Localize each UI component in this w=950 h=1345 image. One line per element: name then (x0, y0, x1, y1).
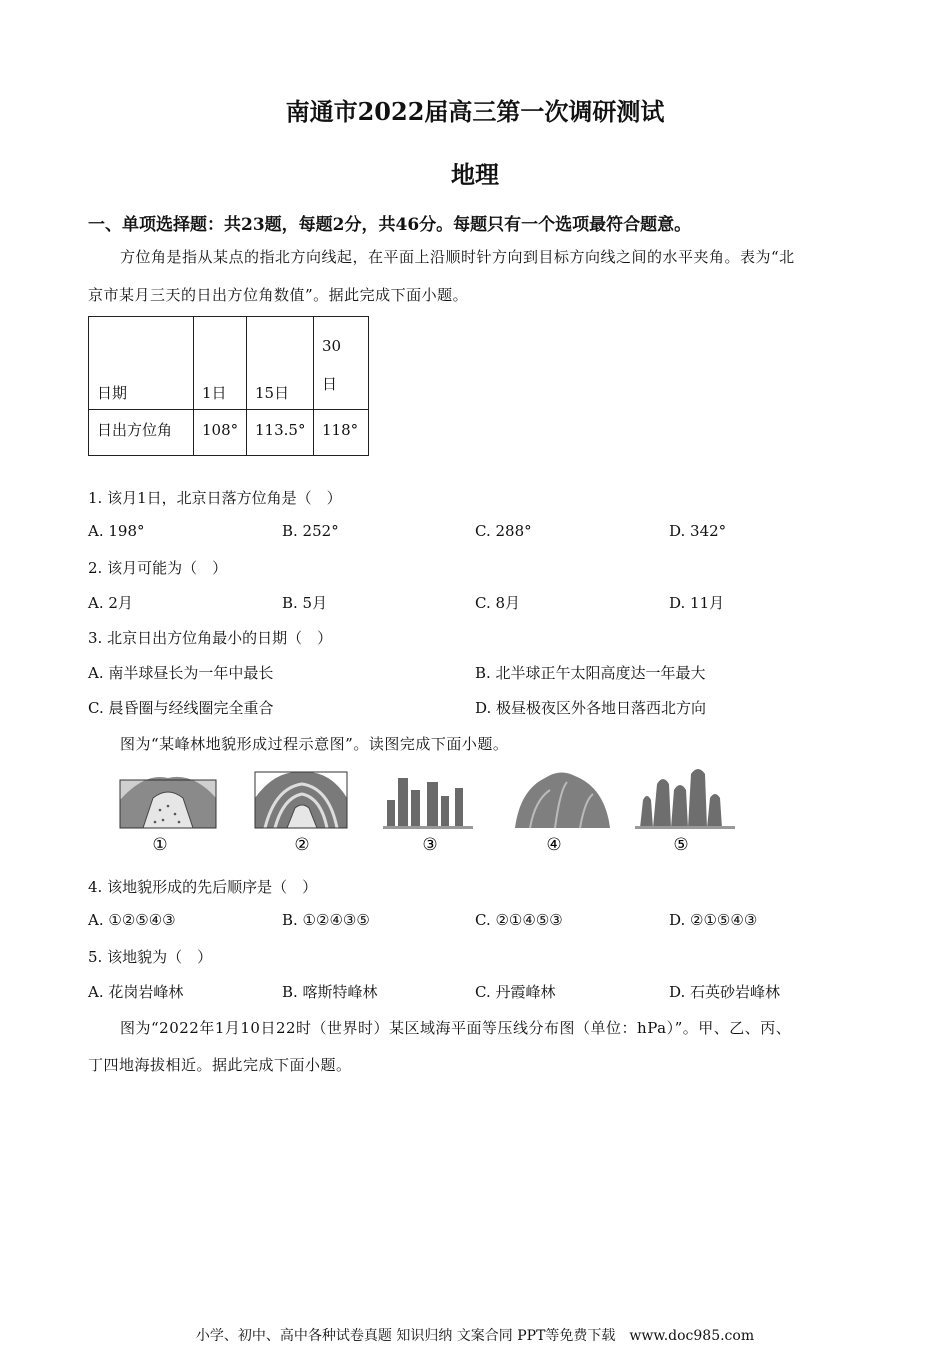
q4-option-b[interactable]: B. ①②④③⑤ (282, 911, 370, 929)
q4-option-d[interactable]: D. ②①⑤④③ (669, 911, 758, 929)
figure-panel-5 (635, 769, 735, 829)
table-cell: 118° (314, 410, 369, 456)
figure-panel-2 (255, 772, 347, 828)
q5-option-b[interactable]: B. 喀斯特峰林 (282, 983, 378, 1001)
table-cell: 108° (194, 410, 247, 456)
q5-option-a[interactable]: A. 花岗岩峰林 (88, 983, 184, 1001)
q1-option-b[interactable]: B. 252° (282, 522, 339, 540)
q1-option-d[interactable]: D. 342° (669, 522, 727, 540)
q2-option-c[interactable]: C. 8月 (475, 594, 521, 612)
q3-option-c[interactable]: C. 晨昏圈与经线圈完全重合 (88, 699, 274, 717)
intro3-line1: 图为“2022年1月10日22时（世界时）某区域海平面等压线分布图（单位：hPa）”。甲、乙、丙、 (120, 1019, 792, 1037)
figure-panel-1 (120, 777, 216, 828)
intro1-line1: 方位角是指从某点的指北方向线起，在平面上沿顺时针方向到目标方向线之间的水平夹角。表为“北 (120, 248, 795, 266)
sunrise-azimuth-table (88, 316, 369, 456)
q2-option-a[interactable]: A. 2月 (88, 594, 133, 612)
question-2: 2. 该月可能为（ ） (88, 559, 228, 577)
table-header-day1: 1日 (194, 317, 247, 410)
q2-option-d[interactable]: D. 11月 (669, 594, 725, 612)
q4-option-c[interactable]: C. ②①④⑤③ (475, 911, 563, 929)
table-header-date: 日期 (89, 317, 194, 410)
table-row-label: 日出方位角 (89, 410, 194, 456)
intro2: 图为“某峰林地貌形成过程示意图”。读图完成下面小题。 (120, 735, 509, 753)
question-1: 1. 该月1日，北京日落方位角是（ ） (88, 489, 342, 507)
q4-option-a[interactable]: A. ①②⑤④③ (88, 911, 176, 929)
q3-option-b[interactable]: B. 北半球正午太阳高度达一年最大 (475, 664, 706, 682)
table-header-day30 (314, 317, 369, 410)
intro1-line2: 京市某月三天的日出方位角数值”。据此完成下面小题。 (88, 286, 469, 304)
exam-title: 南通市2022届高三第一次调研测试 (285, 97, 665, 126)
table-cell: 113.5° (247, 410, 314, 456)
question-4: 4. 该地貌形成的先后顺序是（ ） (88, 878, 318, 896)
q1-option-a[interactable]: A. 198° (88, 522, 145, 540)
figure-label-4: ④ (546, 835, 562, 855)
figure-label-3: ③ (422, 835, 438, 855)
q3-option-d[interactable]: D. 极昼极夜区外各地日落西北方向 (475, 699, 707, 717)
table-header-day30-num: 30 (322, 337, 342, 355)
section-heading: 一、单项选择题：共23题，每题2分，共46分。每题只有一个选项最符合题意。 (88, 215, 692, 235)
question-3: 3. 北京日出方位角最小的日期（ ） (88, 629, 333, 647)
intro3-line2: 丁四地海拔相近。据此完成下面小题。 (88, 1056, 352, 1074)
q5-option-d[interactable]: D. 石英砂岩峰林 (669, 983, 781, 1001)
question-5: 5. 该地貌为（ ） (88, 948, 213, 966)
peak-forest-formation-figure (105, 760, 755, 860)
figure-label-2: ② (294, 835, 310, 855)
page-footer: 小学、初中、高中各种试卷真题 知识归纳 文案合同 PPT等免费下载 www.doc985.com (195, 1328, 755, 1344)
q5-option-c[interactable]: C. 丹霞峰林 (475, 983, 556, 1001)
figure-label-5: ⑤ (673, 835, 689, 855)
q1-option-c[interactable]: C. 288° (475, 522, 532, 540)
figure-label-1: ① (152, 835, 168, 855)
q3-option-a[interactable]: A. 南半球昼长为一年中最长 (88, 664, 274, 682)
figure-panel-3 (383, 778, 473, 829)
subject-title: 地理 (451, 160, 499, 189)
figure-panel-4 (515, 772, 610, 828)
table-header-day30-unit: 日 (322, 375, 338, 393)
q2-option-b[interactable]: B. 5月 (282, 594, 328, 612)
table-header-day15: 15日 (247, 317, 314, 410)
